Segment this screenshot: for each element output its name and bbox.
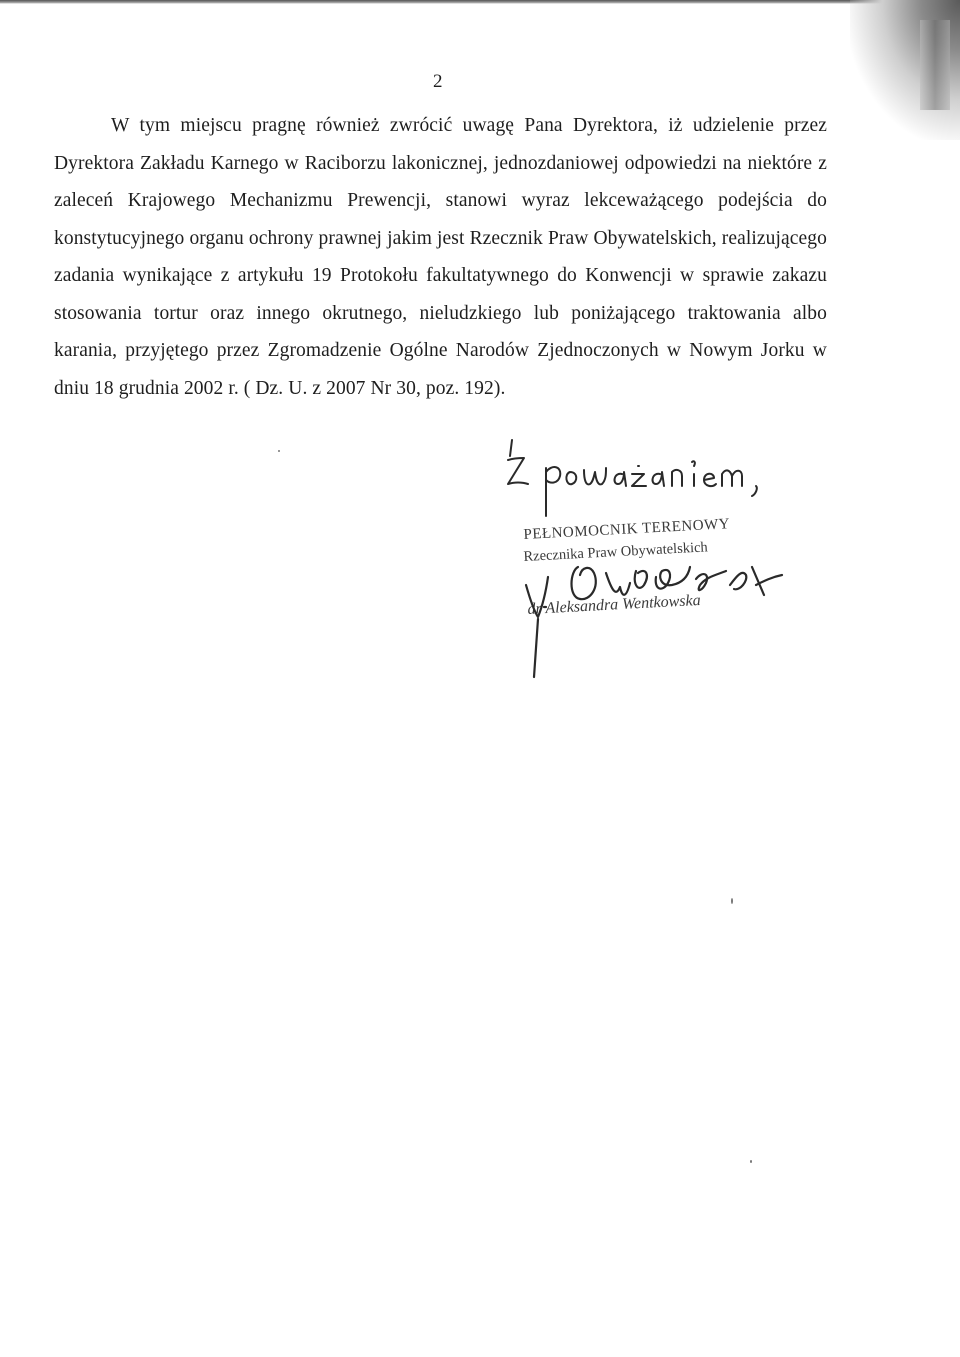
scan-corner-binding bbox=[920, 20, 950, 110]
body-paragraph: W tym miejscu pragnę również zwrócić uwagę Pana Dyrektora, iż udzielenie przez Dyrektora Zakładu Karnego w Raciborzu lakonicznej, jednozdaniowej odpowiedzi na niektóre z zaleceń Krajowego Mechanizmu Prewencji, stanowi wyraz lekceważącego podejścia do konstytucyjnego organu ochrony prawnej jakim jest Rzecznik Praw Obywatelskich, realizującego zadania wynikające z artykułu 19 Protokołu fakultatywnego do Konwencji w sprawie zakazu stosowania tortur oraz innego okrutnego, nieludzkiego lub poniżającego traktowania albo karania, przyjętego przez Zgromadzenie Ogólne Narodów Zjednoczonych w Nowym Jorku w dniu 18 grudnia 2002 r. ( Dz. U. z 2007 Nr 30, poz. 192). bbox=[54, 115, 827, 399]
scan-top-edge bbox=[0, 0, 960, 4]
signature bbox=[520, 527, 810, 687]
stamp-subtitle: Rzecznika Praw Obywatelskich bbox=[523, 539, 709, 566]
closing-handwriting bbox=[500, 438, 790, 523]
stamp-name: dr Aleksandra Wentkowska bbox=[527, 591, 702, 619]
official-stamp bbox=[520, 516, 810, 687]
scan-speck bbox=[278, 450, 280, 452]
page-number: 2 bbox=[433, 71, 443, 92]
scan-speck bbox=[750, 1160, 752, 1163]
stamp-title: PEŁNOMOCNIK TERENOWY bbox=[523, 516, 731, 544]
scan-speck bbox=[731, 898, 733, 904]
